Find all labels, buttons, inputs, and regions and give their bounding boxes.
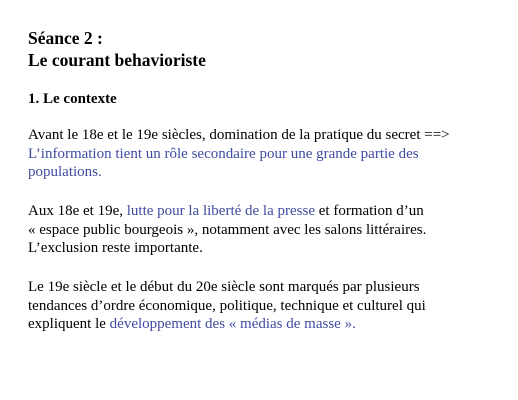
paragraph-2-line-1-start: Aux 18e et 19e, — [28, 203, 127, 219]
paragraph-2-highlight-press-freedom: lutte pour la liberté de la presse — [126, 203, 315, 219]
paragraph-3-line-2: tendances d’ordre économique, politique, technique et culturel qui — [28, 297, 426, 314]
paragraph-3-line-1: Le 19e siècle et le début du 20e siècle sont marqués par plusieurs — [28, 279, 420, 295]
paragraph-3-line-3-start: expliquent le — [28, 316, 110, 332]
paragraph-3-line-3 — [28, 315, 426, 334]
paragraph-2-line-2: « espace public bourgeois », notamment avec les salons littéraires. — [28, 221, 427, 238]
slide-title-line-1: Séance 2 : — [28, 28, 103, 48]
paragraph-2-line-1 — [28, 202, 426, 221]
paragraph-2-line-3: L’exclusion reste importante. — [28, 240, 203, 256]
paragraph-1-line-1: Avant le 18e et le 19e siècles, domination de la pratique du secret ==> — [28, 127, 450, 143]
paragraph-1-line-2-highlight: L’information tient un rôle secondaire pour une grande partie des — [28, 145, 419, 162]
paragraph-3-highlight-mass-media: développement des « médias de masse ». — [109, 316, 356, 332]
paragraph-1-line-3-highlight: populations. — [28, 164, 102, 180]
paragraph-3 — [28, 278, 426, 334]
paragraph-2 — [28, 202, 426, 258]
slide-title-line-2: Le courant behavioriste — [28, 50, 206, 70]
section-heading: 1. Le contexte — [28, 91, 117, 107]
paragraph-2-line-1-end: et formation d’un — [315, 203, 424, 219]
paragraph-1 — [28, 126, 450, 182]
slide-title — [28, 27, 206, 71]
